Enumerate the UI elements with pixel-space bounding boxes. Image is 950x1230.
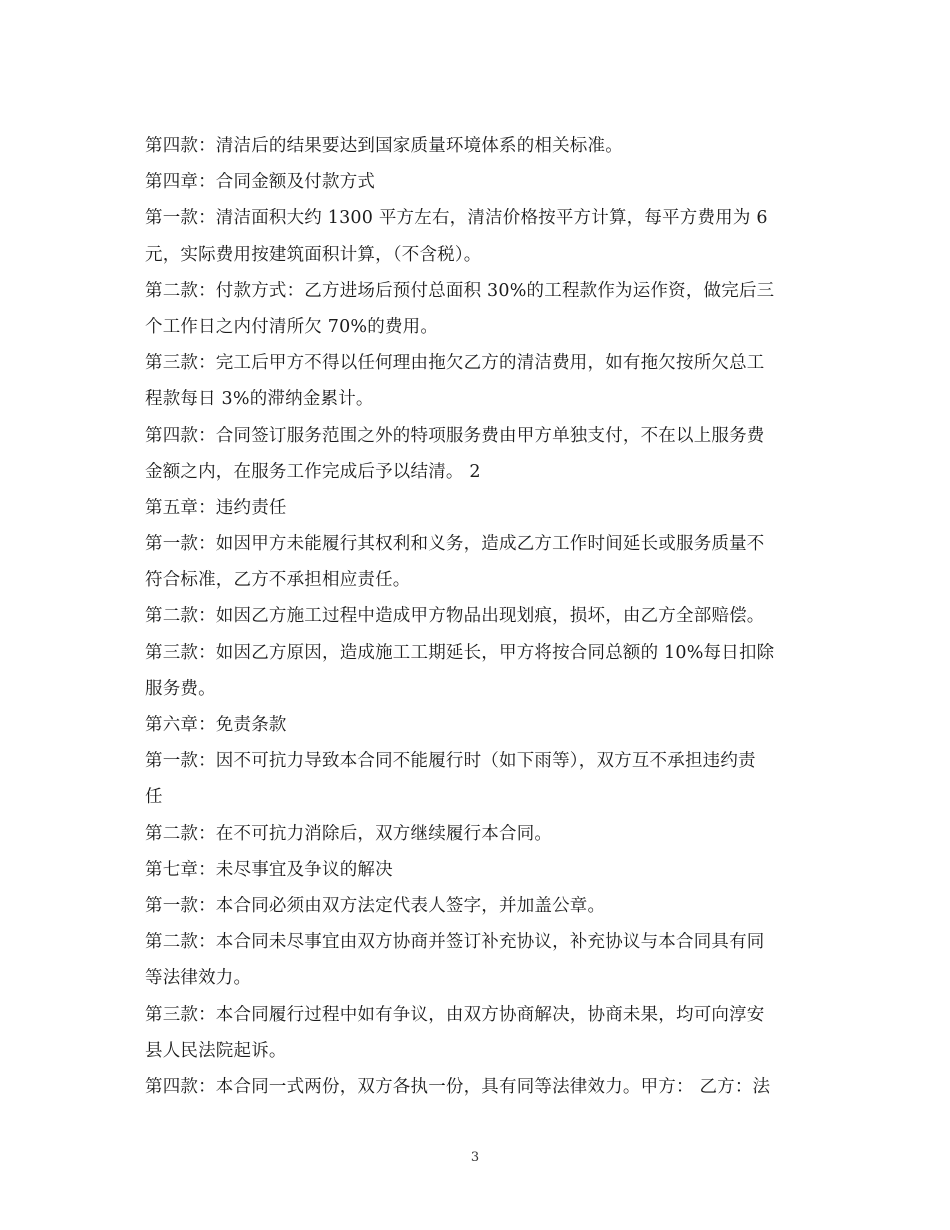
text-line: 等法律效力。 [145,968,252,989]
chapter-heading: 第七章：未尽事宜及争议的解决 [145,859,393,880]
text-line: 第四款：本合同一式两份，双方各执一份，具有同等法律效力。甲方： 乙方：法 [145,1076,771,1097]
text-line: 服务费。 [145,678,216,699]
chapter-heading: 第五章：违约责任 [145,497,287,518]
text-line: 第二款：本合同未尽事宜由双方协商并签订补充协议，补充协议与本合同具有同 [145,932,765,953]
text-line: 第二款：付款方式：乙方进场后预付总面积 30%的工程款作为运作资，做完后三 [145,280,775,301]
text-line: 县人民法院起诉。 [145,1040,287,1061]
text-line: 第三款：完工后甲方不得以任何理由拖欠乙方的清洁费用，如有拖欠按所欠总工 [145,353,765,374]
text-line: 第一款：清洁面积大约 1300 平方左右，清洁价格按平方计算，每平方费用为 6 [145,208,768,229]
text-line: 第一款：因不可抗力导致本合同不能履行时（如下雨等），双方互不承担违约责 [145,751,756,772]
text-line: 元，实际费用按建筑面积计算，（不含税）。 [145,244,482,265]
text-line: 第二款：在不可抗力消除后，双方继续履行本合同。 [145,823,553,844]
text-line: 金额之内，在服务工作完成后予以结清。 2 [145,461,481,482]
chapter-heading: 第六章：免责条款 [145,715,287,735]
text-line: 程款每日 3%的滞纳金累计。 [145,389,374,410]
page-number: 3 [470,1150,480,1165]
text-line: 第二款：如因乙方施工过程中造成甲方物品出现划痕，损坏，由乙方全部赔偿。 [145,606,765,627]
text-line: 第三款：本合同履行过程中如有争议，由双方协商解决，协商未果，均可向淳安 [145,1004,765,1025]
text-line: 第四款：清洁后的结果要达到国家质量环境体系的相关标准。 [145,136,623,156]
text-line: 符合标准，乙方不承担相应责任。 [145,570,411,591]
text-line: 个工作日之内付清所欠 70%的费用。 [145,316,439,337]
text-line: 第四款：合同签订服务范围之外的特项服务费由甲方单独支付，不在以上服务费 [145,425,765,446]
text-line: 第三款：如因乙方原因，造成施工工期延长，甲方将按合同总额的 10%每日扣除 [145,642,775,663]
text-line: 第一款：如因甲方未能履行其权利和义务，造成乙方工作时间延长或服务质量不 [145,534,765,555]
chapter-heading: 第四章：合同金额及付款方式 [145,172,376,193]
text-line: 第一款：本合同必须由双方法定代表人签字，并加盖公章。 [145,895,606,916]
document-body [145,128,810,1105]
text-line: 任 [145,787,163,808]
